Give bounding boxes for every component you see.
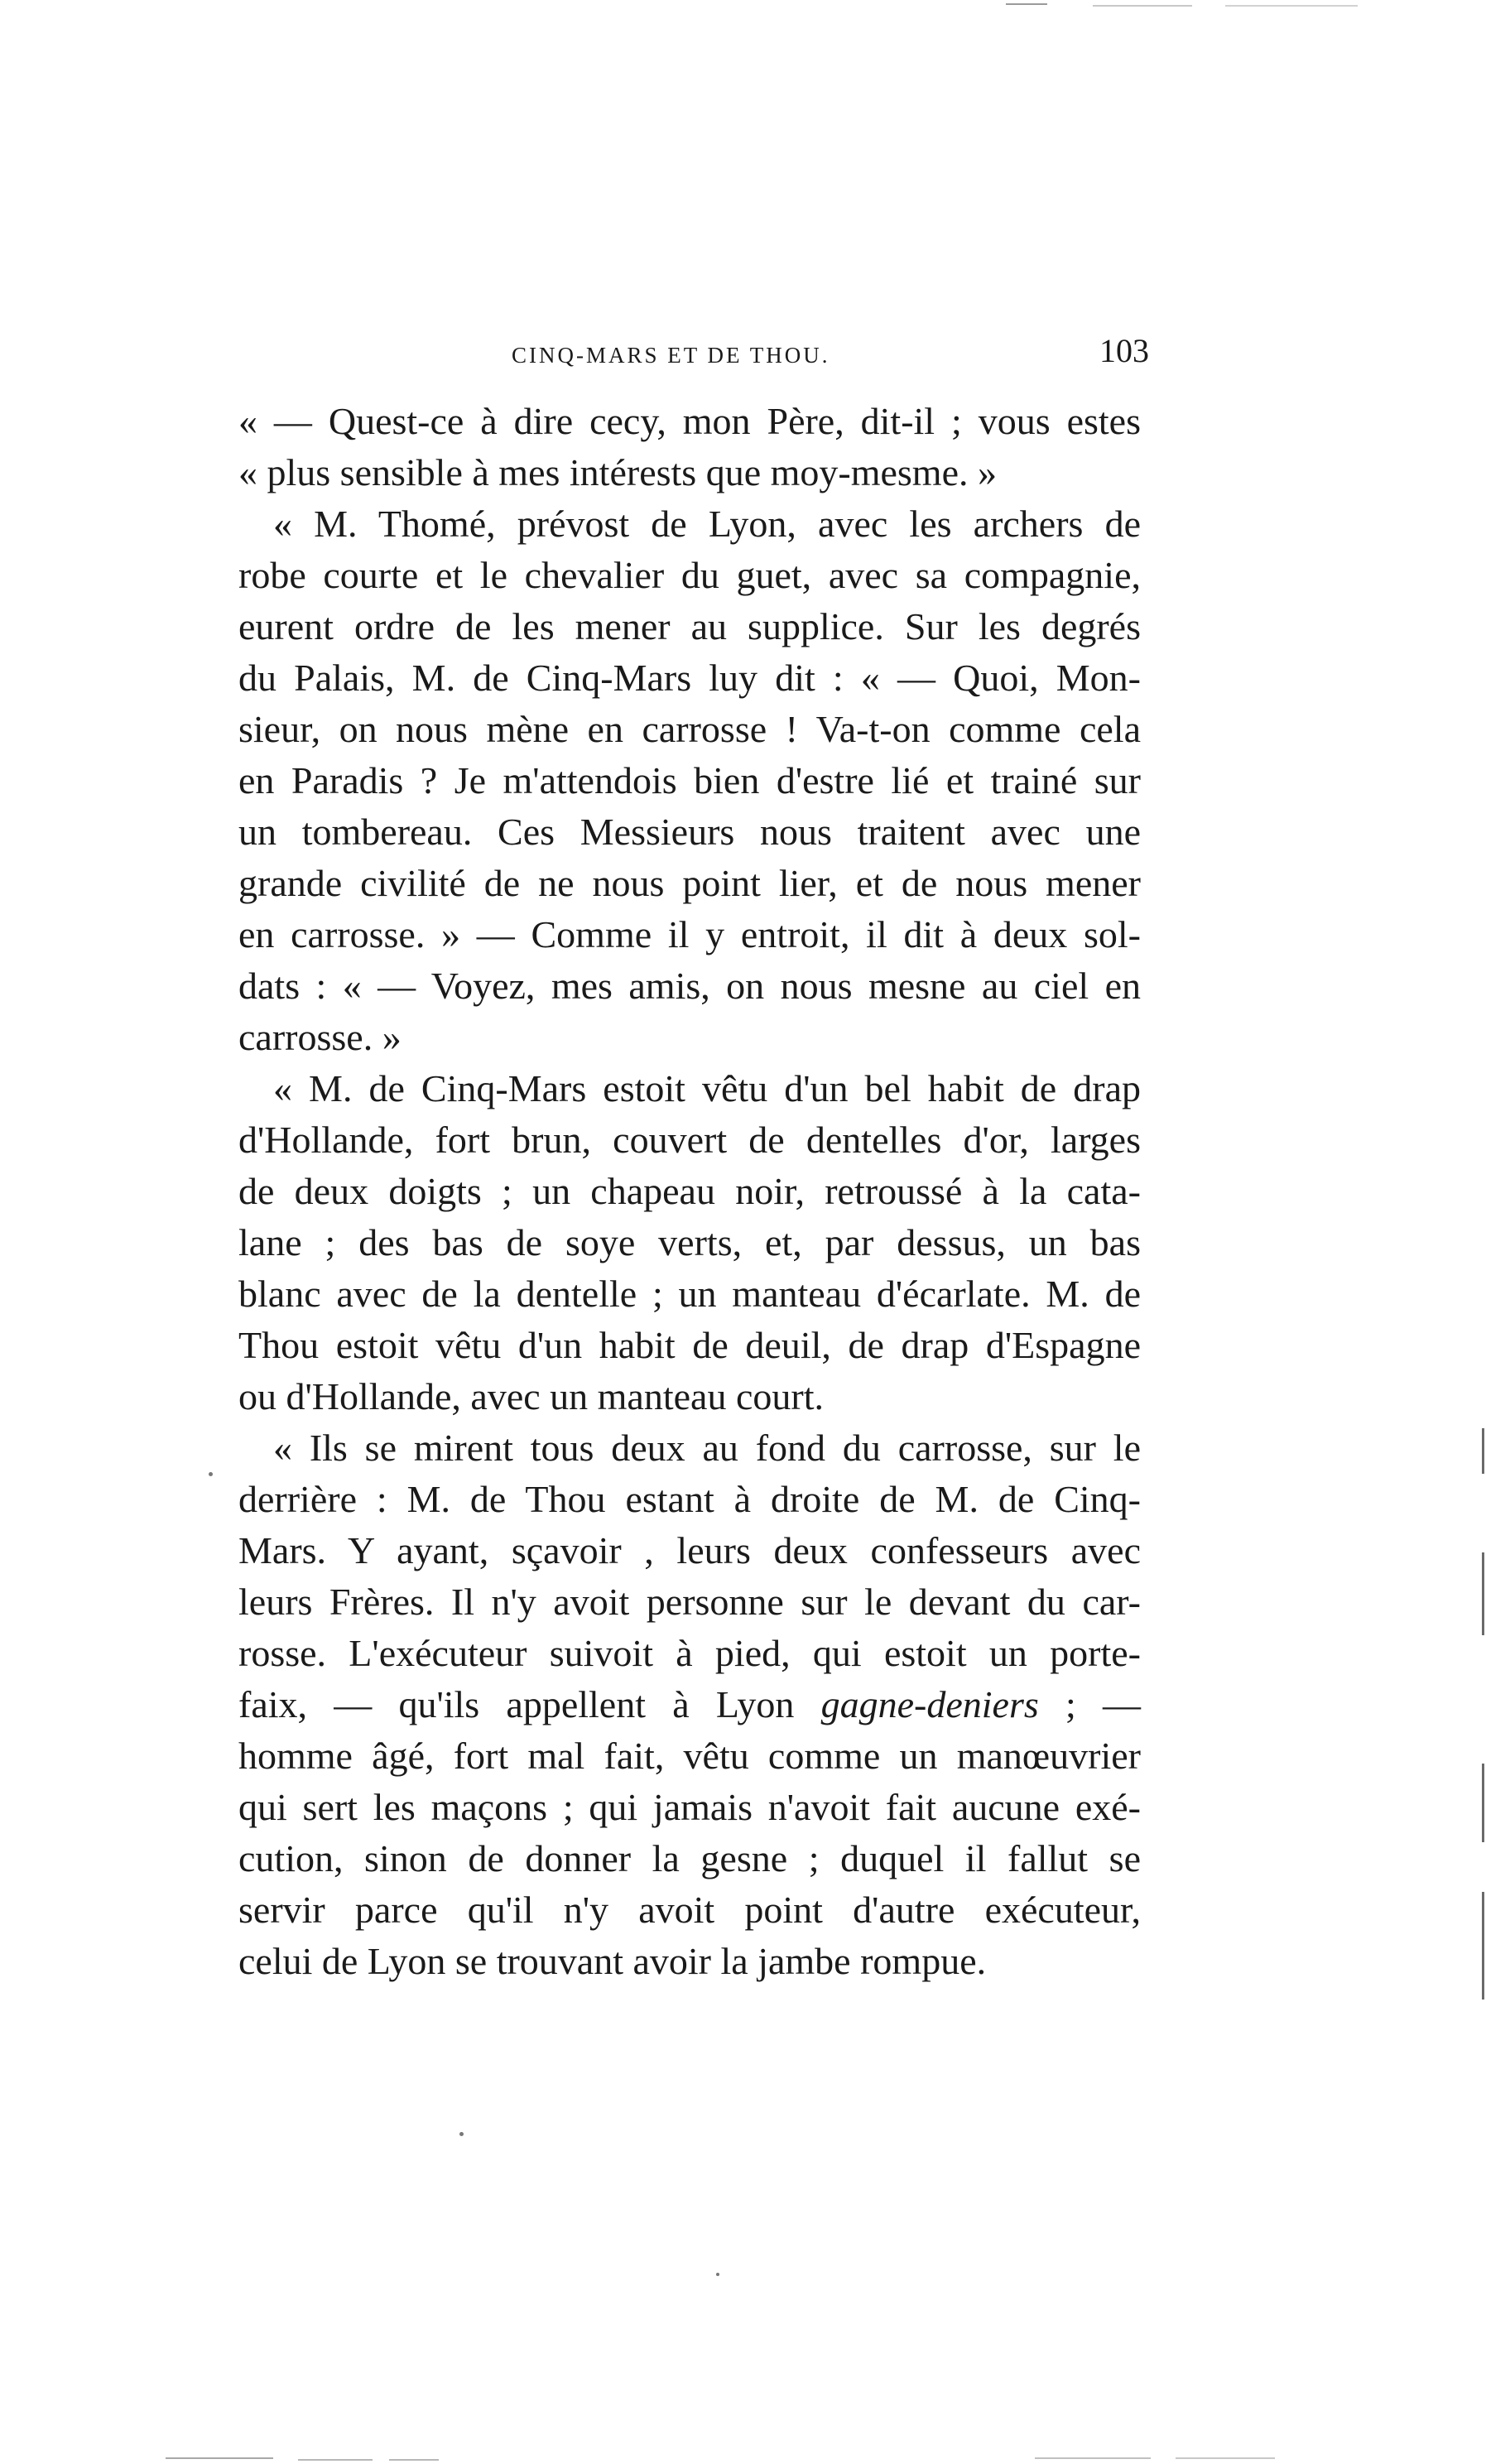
text-line: en carrosse. » — Comme il y entroit, il dit à deux sol- (238, 913, 1141, 955)
text-line: grande civilité de ne nous point lier, et de nous mener (238, 862, 1141, 904)
text-line: en Paradis ? Je m'attendois bien d'estre lié et trainé sur (238, 759, 1141, 801)
text-line: du Palais, M. de Cinq-Mars luy dit : « — Quoi, Mon- (238, 657, 1141, 699)
text-line: robe courte et le chevalier du guet, avec sa compagnie, (238, 554, 1141, 596)
scan-edge-mark-top (1225, 5, 1358, 7)
right-margin-mark (1482, 1428, 1484, 1474)
right-margin-mark (1482, 1892, 1484, 2000)
page-number: 103 (1099, 332, 1149, 369)
right-margin-mark (1482, 1764, 1484, 1842)
text-line: un tombereau. Ces Messieurs nous traitent avec une (238, 811, 1141, 853)
text-segment: faix, — qu'ils appellent à Lyon (238, 1683, 821, 1725)
scan-edge-mark-bottom (1176, 2457, 1275, 2459)
text-segment: ; — (1038, 1683, 1141, 1725)
text-line: d'Hollande, fort brun, couvert de dentelles d'or, larges (238, 1119, 1141, 1161)
specks (209, 1472, 213, 1476)
text-line: lane ; des bas de soye verts, et, par dessus, un bas (238, 1221, 1141, 1263)
text-line: « — Quest-ce à dire cecy, mon Père, dit-il ; vous estes (238, 400, 1141, 442)
text-line-with-italic (238, 1679, 1141, 1730)
scan-edge-mark-top (1006, 3, 1047, 5)
page-header (238, 331, 1149, 381)
right-margin-mark (1482, 1552, 1484, 1635)
text-line: leurs Frères. Il n'y avoit personne sur le devant du car- (238, 1581, 1141, 1623)
text-line: cution, sinon de donner la gesne ; duquel il fallut se (238, 1837, 1141, 1879)
scan-edge-mark-bottom (1035, 2457, 1151, 2459)
text-line: ou d'Hollande, avec un manteau court. (238, 1375, 824, 1417)
text-line: carrosse. » (238, 1016, 402, 1058)
text-line: « plus sensible à mes intérests que moy-mesme. » (238, 451, 998, 493)
text-line: « M. Thomé, prévost de Lyon, avec les archers de (273, 503, 1141, 545)
scan-edge-mark-top (1093, 5, 1192, 7)
text-line: « Ils se mirent tous deux au fond du carrosse, sur le (273, 1427, 1141, 1469)
specks (459, 2132, 464, 2136)
text-line: derrière : M. de Thou estant à droite de M. de Cinq- (238, 1478, 1141, 1520)
body-text (238, 396, 1141, 1987)
scan-edge-mark-bottom (166, 2457, 273, 2459)
running-title: CINQ-MARS ET DE THOU. (512, 343, 830, 368)
scan-edge-mark-bottom (389, 2459, 439, 2461)
text-line: « M. de Cinq-Mars estoit vêtu d'un bel habit de drap (273, 1067, 1141, 1109)
text-line: servir parce qu'il n'y avoit point d'autre exécuteur, (238, 1889, 1141, 1931)
text-line: Thou estoit vêtu d'un habit de deuil, de drap d'Espagne (238, 1324, 1141, 1366)
text-line: blanc avec de la dentelle ; un manteau d'écarlate. M. de (238, 1273, 1141, 1315)
scan-edge-mark-bottom (298, 2459, 373, 2461)
text-line: qui sert les maçons ; qui jamais n'avoit fait aucune exé- (238, 1786, 1141, 1828)
text-line: dats : « — Voyez, mes amis, on nous mesne au ciel en (238, 965, 1141, 1007)
italic-term: gagne-deniers (820, 1683, 1039, 1725)
text-line: homme âgé, fort mal fait, vêtu comme un manœuvrier (238, 1735, 1141, 1777)
text-line: celui de Lyon se trouvant avoir la jambe rompue. (238, 1940, 987, 1982)
specks (716, 2273, 719, 2276)
text-line: Mars. Y ayant, sçavoir , leurs deux confesseurs avec (238, 1529, 1141, 1571)
text-line: sieur, on nous mène en carrosse ! Va-t-on comme cela (238, 708, 1141, 750)
text-line: eurent ordre de les mener au supplice. Sur les degrés (238, 605, 1141, 647)
text-line: de deux doigts ; un chapeau noir, retroussé à la cata- (238, 1170, 1141, 1212)
text-line: rosse. L'exécuteur suivoit à pied, qui estoit un porte- (238, 1632, 1141, 1674)
